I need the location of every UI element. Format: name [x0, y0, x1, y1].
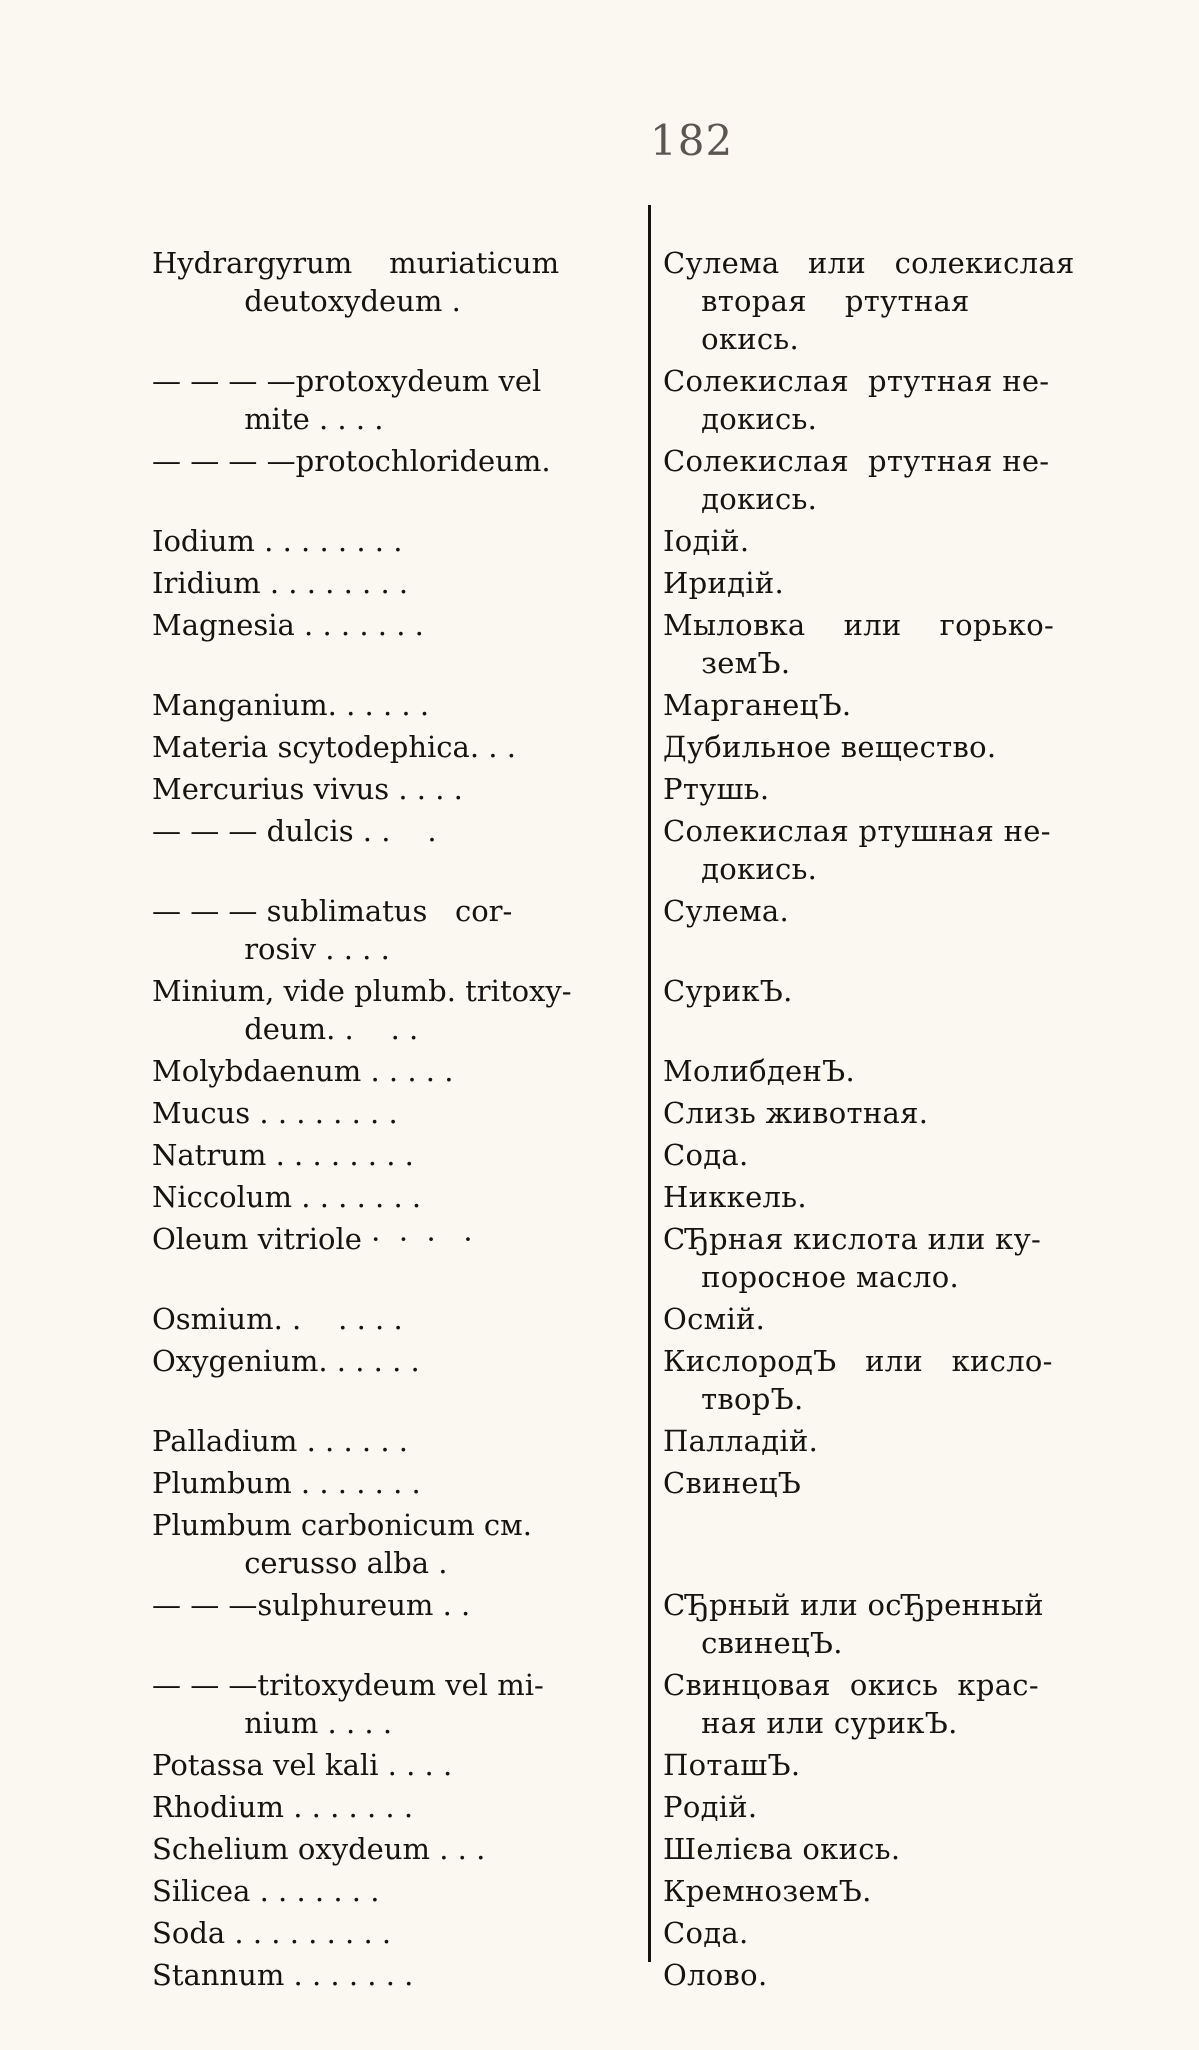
glossary-row: [152, 606, 1152, 682]
latin-term: Manganium. . . . . .: [152, 688, 430, 722]
glossary-row: [152, 1464, 1152, 1502]
latin-term: Stannum . . . . . . .: [152, 1958, 414, 1992]
russian-term: Родій.: [663, 1790, 758, 1824]
glossary-row: [152, 362, 1152, 438]
russian-term: МарганецЪ.: [663, 688, 852, 722]
latin-term: Minium, vide plumb. tritoxy- deum. . . .: [152, 974, 572, 1046]
glossary-row: [152, 1136, 1152, 1174]
glossary-row: [152, 892, 1152, 968]
glossary-row: [152, 812, 1152, 888]
russian-term: Сулема.: [663, 894, 790, 928]
russian-term: Мыловка или горько- земЪ.: [663, 608, 1055, 680]
page-number: 182: [650, 116, 734, 165]
glossary-row: [152, 1052, 1152, 1090]
russian-term: Солекислая ртушная не- докись.: [663, 814, 1051, 886]
russian-term: Иридій.: [663, 566, 784, 600]
russian-term: Сода.: [663, 1916, 749, 1950]
glossary-row: [152, 522, 1152, 560]
glossary-row: [152, 770, 1152, 808]
glossary-row: [152, 686, 1152, 724]
latin-term: — — —tritoxydeum vel mi- nium . . . .: [152, 1668, 544, 1740]
latin-term: — — — —protoxydeum vel mite . . . .: [152, 364, 542, 436]
russian-term: Сулема или солекислая вторая ртутная окись.: [663, 246, 1075, 356]
latin-term: Plumbum carbonicum см. cerusso alba .: [152, 1508, 532, 1580]
russian-term: Никкель.: [663, 1180, 807, 1214]
latin-term: Molybdaenum . . . . .: [152, 1054, 454, 1088]
latin-term: Plumbum . . . . . . .: [152, 1466, 421, 1500]
russian-term: Іодій.: [663, 524, 750, 558]
latin-term: — — — sublimatus cor- rosiv . . . .: [152, 894, 513, 966]
glossary-row: [152, 1300, 1152, 1338]
glossary-row: [152, 1830, 1152, 1868]
latin-term: Oleum vitriole · · · ·: [152, 1222, 473, 1256]
glossary-row: [152, 1956, 1152, 1994]
latin-term: Rhodium . . . . . . .: [152, 1790, 414, 1824]
glossary-row: [152, 1586, 1152, 1662]
glossary-row: [152, 564, 1152, 602]
russian-term: ПоташЪ.: [663, 1748, 801, 1782]
glossary-row: [152, 972, 1152, 1048]
latin-term: Potassa vel kali . . . .: [152, 1748, 453, 1782]
glossary-row: [152, 1178, 1152, 1216]
glossary-table: [152, 244, 1152, 1998]
russian-term: КремноземЪ.: [663, 1874, 872, 1908]
glossary-row: [152, 1094, 1152, 1132]
russian-term: Свинцовая окись крас- ная или сурикЪ.: [663, 1668, 1039, 1740]
latin-term: — — —sulphureum . .: [152, 1588, 471, 1622]
glossary-row: [152, 1342, 1152, 1418]
russian-term: СЂрный или осЂренный свинецЪ.: [663, 1588, 1044, 1660]
russian-term: Ртушь.: [663, 772, 770, 806]
latin-term: Oxygenium. . . . . .: [152, 1344, 420, 1378]
latin-term: Hydrargyrum muriaticum deutoxydeum .: [152, 246, 560, 318]
latin-term: — — — —protochlorideum.: [152, 444, 551, 478]
glossary-row: [152, 442, 1152, 518]
russian-term: Шелієва окись.: [663, 1832, 901, 1866]
russian-term: КислородЪ или кисло- творЪ.: [663, 1344, 1053, 1416]
russian-term: Дубильное вещество.: [663, 730, 997, 764]
latin-term: Osmium. . . . . .: [152, 1302, 403, 1336]
latin-term: Schelium oxydeum . . .: [152, 1832, 486, 1866]
glossary-row: [152, 1746, 1152, 1784]
latin-term: Silicea . . . . . . .: [152, 1874, 380, 1908]
glossary-row: [152, 1788, 1152, 1826]
latin-term: Materia scytodephica. . .: [152, 730, 516, 764]
russian-term: Сода.: [663, 1138, 749, 1172]
latin-term: Iridium . . . . . . . .: [152, 566, 409, 600]
russian-term: МолибденЪ.: [663, 1054, 855, 1088]
russian-term: Олово.: [663, 1958, 768, 1992]
latin-term: Palladium . . . . . .: [152, 1424, 408, 1458]
russian-term: СЂрная кислота или ку- поросное масло.: [663, 1222, 1042, 1294]
russian-term: СурикЪ.: [663, 974, 793, 1008]
glossary-row: [152, 1666, 1152, 1742]
glossary-row: [152, 1872, 1152, 1910]
glossary-row: [152, 244, 1152, 358]
latin-term: Niccolum . . . . . . .: [152, 1180, 422, 1214]
russian-term: Солекислая ртутная не- докись.: [663, 444, 1050, 516]
latin-term: — — — dulcis . . .: [152, 814, 437, 848]
russian-term: Палладій.: [663, 1424, 819, 1458]
latin-term: Soda . . . . . . . . .: [152, 1916, 392, 1950]
latin-term: Iodium . . . . . . . .: [152, 524, 403, 558]
latin-term: Mercurius vivus . . . .: [152, 772, 463, 806]
russian-term: Солекислая ртутная не- докись.: [663, 364, 1050, 436]
russian-term: Слизь животная.: [663, 1096, 929, 1130]
glossary-row: [152, 1220, 1152, 1296]
russian-term: Осмій.: [663, 1302, 766, 1336]
glossary-row: [152, 728, 1152, 766]
glossary-row: [152, 1506, 1152, 1582]
latin-term: Natrum . . . . . . . .: [152, 1138, 414, 1172]
glossary-row: [152, 1422, 1152, 1460]
latin-term: Mucus . . . . . . . .: [152, 1096, 398, 1130]
latin-term: Magnesia . . . . . . .: [152, 608, 424, 642]
glossary-row: [152, 1914, 1152, 1952]
russian-term: СвинецЪ: [663, 1466, 802, 1500]
